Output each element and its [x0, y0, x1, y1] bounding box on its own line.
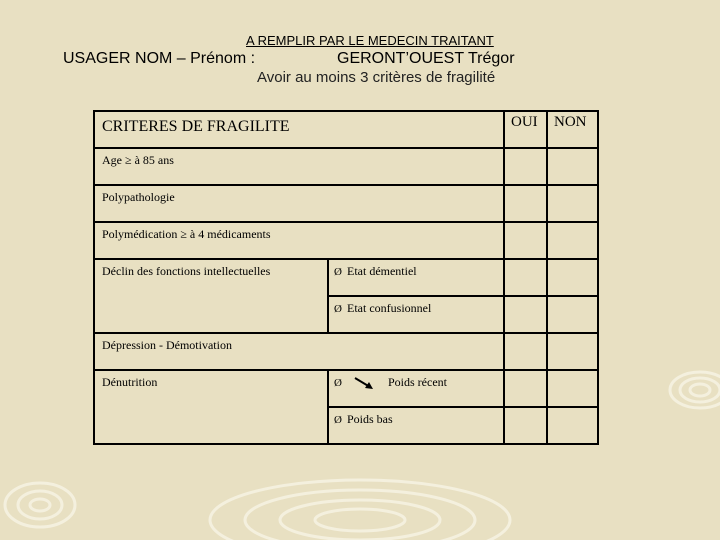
oui-checkbox-cell[interactable]	[504, 370, 547, 407]
table-title: CRITERES DE FRAGILITE	[94, 111, 504, 148]
oui-checkbox-cell[interactable]	[504, 296, 547, 333]
non-checkbox-cell[interactable]	[547, 296, 598, 333]
non-checkbox-cell[interactable]	[547, 185, 598, 222]
oui-checkbox-cell[interactable]	[504, 222, 547, 259]
bullet-icon: Ø	[334, 414, 342, 426]
table-row	[94, 185, 598, 222]
non-checkbox-cell[interactable]	[547, 370, 598, 407]
bullet-icon: Ø	[334, 266, 342, 278]
sub-criterion-etat-confusionnel	[328, 296, 504, 333]
non-checkbox-cell[interactable]	[547, 148, 598, 185]
sub-criterion-etat-dementiel	[328, 259, 504, 296]
oui-checkbox-cell[interactable]	[504, 185, 547, 222]
table-row	[94, 148, 598, 185]
sub-criterion-label: Etat démentiel	[347, 264, 417, 278]
oui-checkbox-cell[interactable]	[504, 407, 547, 444]
criterion-denutrition: Dénutrition	[94, 370, 328, 444]
sub-criterion-poids-recent	[328, 370, 504, 407]
table-row	[94, 259, 598, 296]
non-checkbox-cell[interactable]	[547, 222, 598, 259]
criterion-age: Age ≥ à 85 ans	[94, 148, 504, 185]
oui-checkbox-cell[interactable]	[504, 259, 547, 296]
criterion-polymedication: Polymédication ≥ à 4 médicaments	[94, 222, 504, 259]
form-instruction: A REMPLIR PAR LE MEDECIN TRAITANT	[246, 33, 494, 48]
bullet-icon: Ø	[334, 377, 342, 389]
oui-column-label: OUI	[511, 114, 538, 130]
patient-name: GERONT’OUEST Trégor	[337, 50, 515, 67]
table-row	[94, 370, 598, 407]
usager-label: USAGER NOM – Prénom :	[63, 50, 256, 67]
criterion-depression: Dépression - Démotivation	[94, 333, 504, 370]
arrow-down-right-icon	[353, 376, 375, 390]
sub-criterion-label: Etat confusionnel	[347, 301, 432, 315]
oui-checkbox-cell[interactable]	[504, 148, 547, 185]
sub-criterion-label: Poids bas	[347, 412, 393, 426]
criterion-polypathologie: Polypathologie	[94, 185, 504, 222]
sub-criterion-poids-bas	[328, 407, 504, 444]
non-column-label: NON	[554, 114, 587, 130]
subtitle: Avoir au moins 3 critères de fragilité	[257, 69, 496, 86]
table-row	[94, 222, 598, 259]
bullet-icon: Ø	[334, 303, 342, 315]
non-checkbox-cell[interactable]	[547, 259, 598, 296]
table-row	[94, 333, 598, 370]
criteria-table	[93, 110, 599, 445]
criterion-declin: Déclin des fonctions intellectuelles	[94, 259, 328, 333]
sub-criterion-label: Poids récent	[388, 375, 447, 389]
non-checkbox-cell[interactable]	[547, 333, 598, 370]
oui-checkbox-cell[interactable]	[504, 333, 547, 370]
non-checkbox-cell[interactable]	[547, 407, 598, 444]
